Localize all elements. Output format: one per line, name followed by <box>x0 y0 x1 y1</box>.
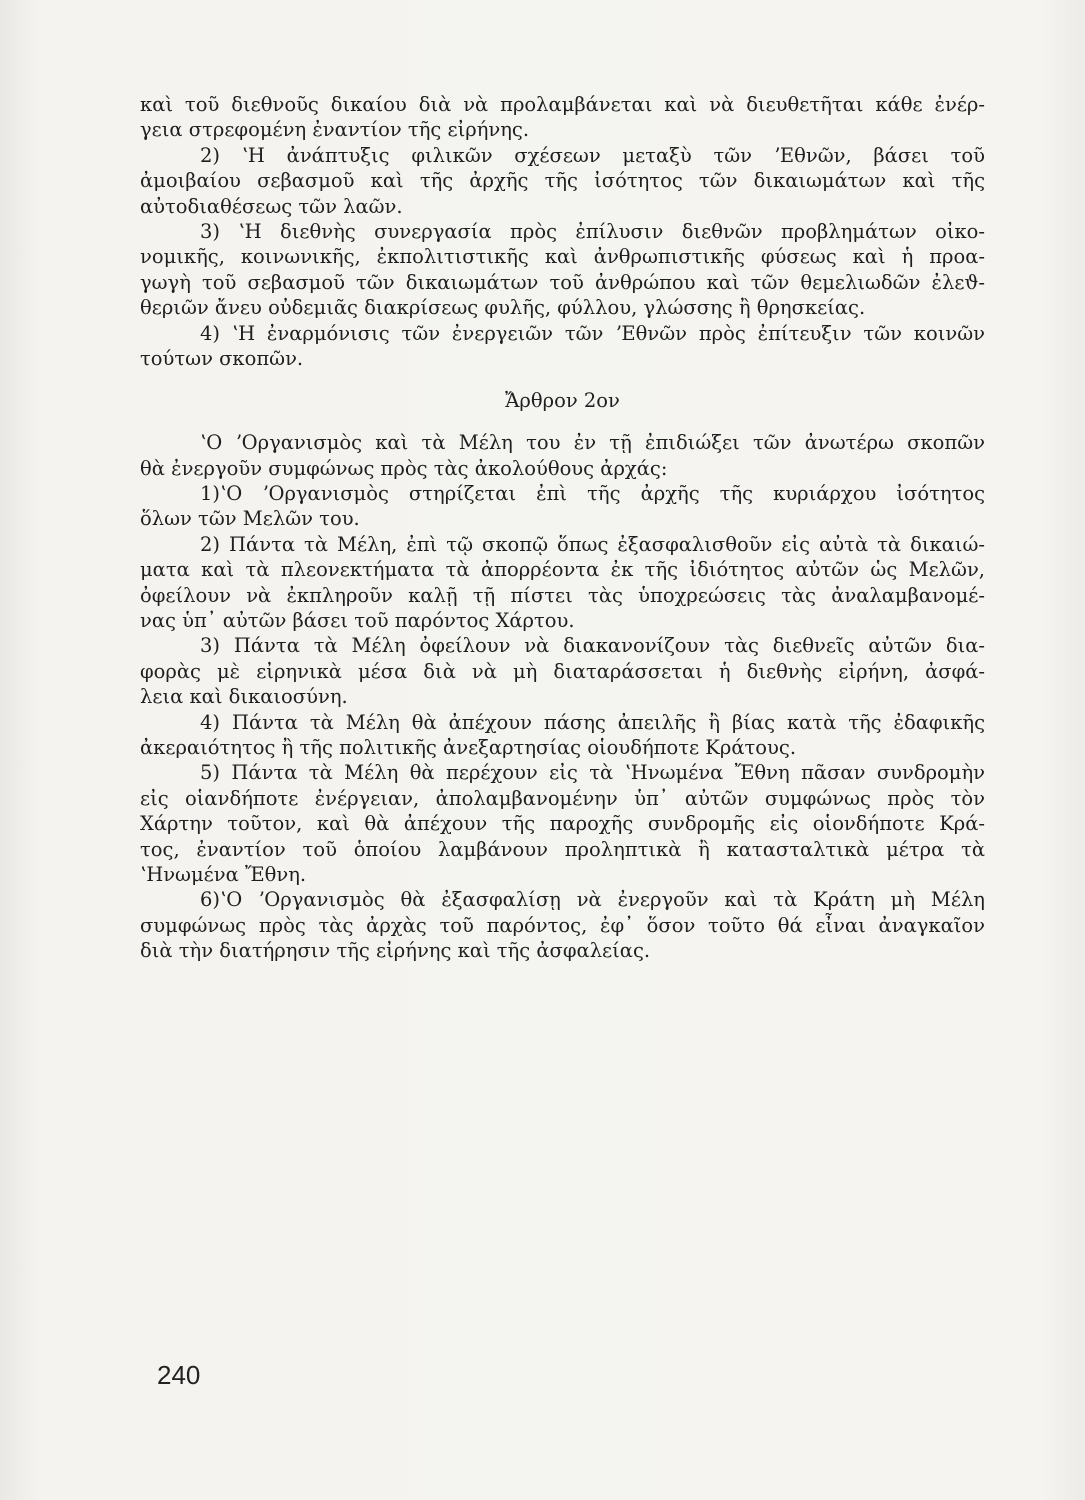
text-line: λεια καὶ δικαιοσύνη. <box>140 685 348 709</box>
text-line: συμφώνως πρὸς τὰς ἀρχὰς τοῦ παρόντος, ἐφ᾽ ὅσον τοῦτο θά εἶναι ἀναγκαῖον <box>140 913 985 937</box>
text-line: 3) Πάντα τὰ Μέλη ὀφείλουν νὰ διακανονίζουν τὰς διεθνεῖς αὐτῶν δια- <box>200 634 985 658</box>
text-line: 2) ʽΗ ἀνάπτυξις φιλικῶν σχέσεων μεταξὺ τῶν ʼΕθνῶν, βάσει τοῦ <box>200 143 985 167</box>
text-line: νομικῆς, κοινωνικῆς, ἐκπολιτιστικῆς καὶ ἀνθρωπιστικῆς φύσεως καὶ ἡ προα- <box>140 245 985 269</box>
text-line: 3) ʽΗ διεθνὴς συνεργασία πρὸς ἐπίλυσιν διεθνῶν προβλημάτων οἰκο- <box>200 219 985 243</box>
text-line: Χάρτην τοῦτον, καὶ θὰ ἀπέχουν τῆς παροχῆς συνδρομῆς εἰς οἱονδήποτε Κρά- <box>140 812 985 836</box>
text-line: ματα καὶ τὰ πλεονεκτήματα τὰ ἀπορρέοντα ἐκ τῆς ἰδιότητος αὐτῶν ὡς Μελῶν, <box>140 558 985 582</box>
text-line: 4) ʽΗ ἐναρμόνισις τῶν ἐνεργειῶν τῶν ʼΕθνῶν πρὸς ἐπίτευξιν τῶν κοινῶν <box>200 321 985 345</box>
text-line: ʽΟ ʼΟργανισμὸς καὶ τὰ Μέλη του ἐν τῇ ἐπιδιώξει τῶν ἀνωτέρω σκοπῶν <box>200 431 985 455</box>
body-text <box>140 92 985 964</box>
text-line: φορὰς μὲ εἰρηνικὰ μέσα διὰ νὰ μὴ διαταράσσεται ἡ διεθνὴς εἰρήνη, ἀσφά- <box>140 659 985 683</box>
text-line: γεια στρεφομένη ἐναντίον τῆς εἰρήνης. <box>140 118 530 142</box>
text-line: 2) Πάντα τὰ Μέλη, ἐπὶ τῷ σκοπῷ ὅπως ἐξασφαλισθοῦν εἰς αὐτὰ τὰ δικαιώ- <box>200 532 985 556</box>
text-line: 5) Πάντα τὰ Μέλη θὰ περέχουν εἰς τὰ ʽΗνωμένα Ἔθνη πᾶσαν συνδρομὴν <box>200 761 985 785</box>
text-line: ʽΗνωμένα Ἔθνη. <box>140 862 307 886</box>
text-line: νας ὑπ᾽ αὐτῶν βάσει τοῦ παρόντος Χάρτου. <box>140 609 575 633</box>
text-line: ἀκεραιότητος ἢ τῆς πολιτικῆς ἀνεξαρτησίας οἱουδήποτε Κράτους. <box>140 735 797 759</box>
text-line: θεριῶν ἄνευ οὐδεμιᾶς διακρίσεως φυλῆς, φύλλου, γλώσσης ἢ θρησκείας. <box>140 296 866 320</box>
text-line: ὀφείλουν νὰ ἐκπληροῦν καλῇ τῇ πίστει τὰς ὑποχρεώσεις τὰς ἀναλαμβανομέ- <box>140 583 985 607</box>
text-line: διὰ τὴν διατήρησιν τῆς εἰρήνης καὶ τῆς ἀσφαλείας. <box>140 939 651 963</box>
text-line: γωγὴ τοῦ σεβασμοῦ τῶν δικαιωμάτων τοῦ ἀνθρώπου καὶ τῶν θεμελιωδῶν ἐλεϑ- <box>140 270 985 294</box>
text-line: ὅλων τῶν Μελῶν του. <box>140 507 360 531</box>
page-number: 240 <box>157 1360 201 1390</box>
text-line: καὶ τοῦ διεθνοῦς δικαίου διὰ νὰ προλαμβάνεται καὶ νὰ διευθετῆται κάθε ἐνέρ- <box>140 93 985 116</box>
text-line: τος, ἐναντίον τοῦ ὁποίου λαμβάνουν προληπτικὰ ἢ κατασταλτικὰ μέτρα τὰ <box>140 837 985 861</box>
text-line: 1)ʽΟ ʼΟργανισμὸς στηρίζεται ἐπὶ τῆς ἀρχῆς τῆς κυριάρχου ἰσότητος <box>200 482 985 506</box>
text-line: 6)ʽΟ ʼΟργανισμὸς θὰ ἐξασφαλίσῃ νὰ ἐνεργοῦν καὶ τὰ Κράτη μὴ Μέλη <box>200 888 985 912</box>
text-line: 4) Πάντα τὰ Μέλη θὰ ἀπέχουν πάσης ἀπειλῆς ἢ βίας κατὰ τῆς ἐδαφικῆς <box>200 710 985 734</box>
text-line: τούτων σκοπῶν. <box>140 346 304 370</box>
text-line: εἰς οἱανδήποτε ἐνέργειαν, ἀπολαμβανομένην ὑπ᾽ αὐτῶν συμφώνως πρὸς τὸν <box>140 786 985 810</box>
text-line: ἀμοιβαίου σεβασμοῦ καὶ τῆς ἀρχῆς τῆς ἰσότητος τῶν δικαιωμάτων καὶ τῆς <box>140 169 985 193</box>
text-line: θὰ ἐνεργοῦν συμφώνως πρὸς τὰς ἀκολούθους ἀρχάς: <box>140 456 668 480</box>
article-heading: Ἄρθρον 2ον <box>505 389 620 413</box>
text-line: αὐτοδιαθέσεως τῶν λαῶν. <box>140 194 403 218</box>
